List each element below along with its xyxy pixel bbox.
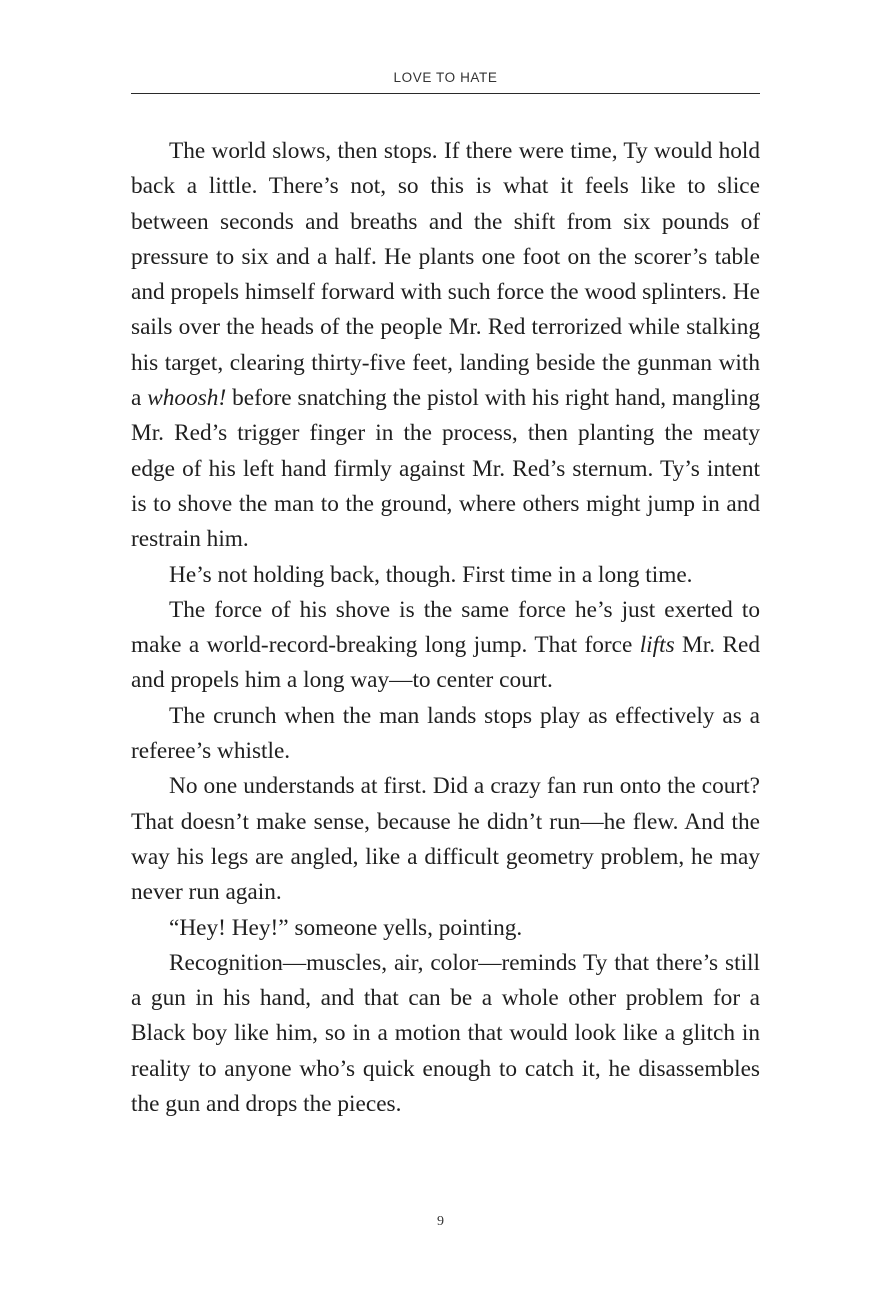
paragraph: [131, 699, 760, 770]
italic-segment: whoosh!: [147, 385, 227, 412]
italic-segment: lifts: [639, 632, 675, 659]
text-segment: No one understands at first. Did a crazy fan run onto the court? That doesn’t make sense, because he didn’t run—he flew. And the way his legs are angled, like a difficult geometry problem, he may never run again.: [131, 773, 760, 906]
text-segment: The crunch when the man lands stops play as effectively as a referee’s whistle.: [131, 702, 760, 765]
page-number: 9: [437, 1214, 444, 1229]
body-text: [131, 134, 760, 1122]
running-head-title: LOVE TO HATE: [393, 70, 498, 85]
paragraph: [131, 946, 760, 1122]
header-divider: [131, 93, 760, 94]
text-segment: The world slows, then stops. If there were time, Ty would hold back a little. There’s not, so this is what it feels like to slice between seconds and breaths and the shift from six pounds of pressure to six and a half. He plants one foot on the scorer’s table and propels himself forward with such force the wood splinters. He sails over the heads of the people Mr. Red terrorized while stalking his target, clearing thirty-five feet, landing beside the gunman with a: [131, 138, 760, 412]
paragraph: [131, 558, 760, 593]
paragraph: [131, 911, 760, 946]
text-segment: before snatching the pistol with his right hand, mangling Mr. Red’s trigger finger in the process, then planting the meaty edge of his left hand firmly against Mr. Red’s sternum. Ty’s intent is to shove the man to the ground, where others might jump in and restrain him.: [131, 385, 761, 553]
paragraph: [131, 134, 760, 558]
text-segment: He’s not holding back, though. First time in a long time.: [169, 561, 693, 588]
paragraph: [131, 769, 760, 910]
text-segment: Mr. Red and propels him a long way—to center court.: [131, 632, 760, 694]
text-segment: “Hey! Hey!” someone yells, pointing.: [169, 914, 523, 941]
text-segment: Recognition—muscles, air, color—reminds Ty that there’s still a gun in his hand, and that can be a whole other problem for a Black boy like him, so in a motion that would look like a glitch in reality to anyone who’s quick enough to catch it, he disassembles the gun and drops the pieces.: [131, 949, 760, 1118]
paragraph: [131, 593, 760, 699]
text-segment: The force of his shove is the same force he’s just exerted to make a world-record-breaking long jump. That force: [131, 596, 760, 659]
